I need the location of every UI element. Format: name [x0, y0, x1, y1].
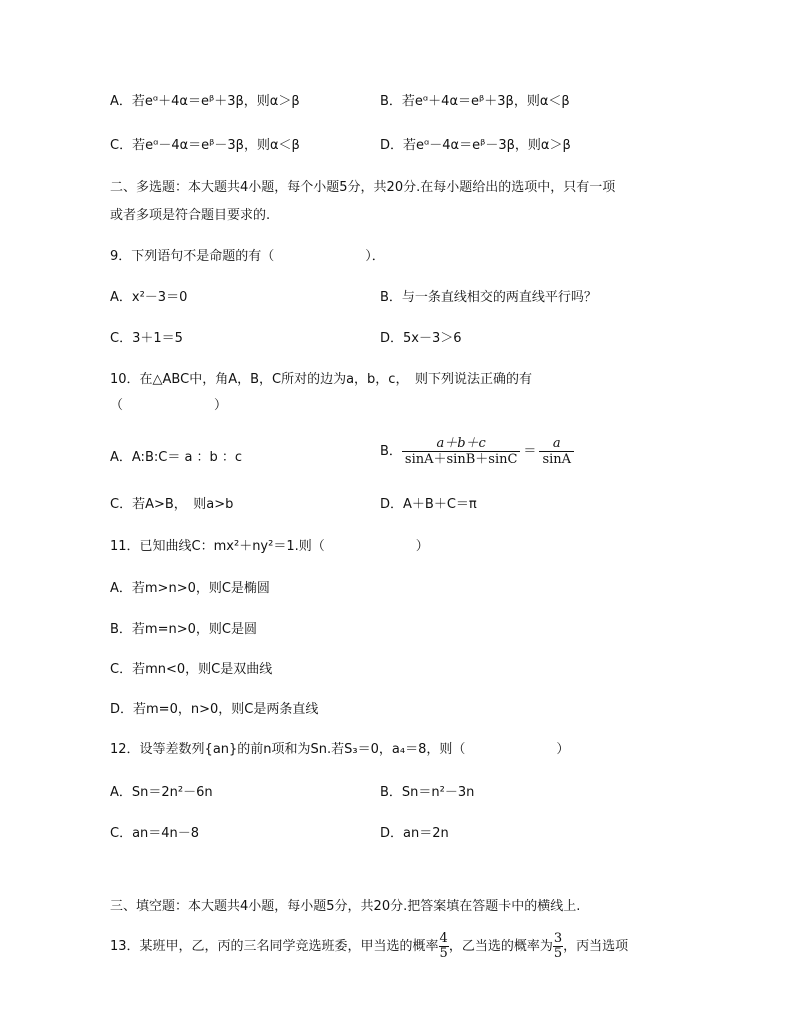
q11-stem: 11．已知曲线C：mx²＋ny²＝1.则（ ） [110, 539, 429, 554]
q10-option-a: A．A:B:C＝ a ：b ：c [110, 450, 243, 465]
q9-option-b: B．与一条直线相交的两直线平行吗？ [380, 290, 597, 305]
q13-text-part1: 13．某班甲，乙，丙的三名同学竞选班委，甲当选的概率 [110, 938, 439, 954]
section2-heading-line1: 二、多选题：本大题共4小题，每个小题5分，共20分.在每小题给出的选项中，只有一项 [110, 180, 616, 195]
q13-fraction-jia [439, 932, 449, 961]
q9-option-a: A．x²－3＝0 [110, 290, 188, 305]
q12-stem: 12．设等差数列{an}的前n项和为Sn.若S₃＝0，a₄＝8，则（ ） [110, 742, 570, 757]
q12-option-d: D．an＝2n [380, 826, 449, 841]
q13-fraction-yi-denominator: 5 [553, 946, 563, 961]
q9-stem: 9．下列语句不是命题的有（ ）． [110, 249, 385, 264]
q10-option-b-denominator-right: sinA [539, 451, 574, 467]
q12-option-a: A．Sn＝2n²－6n [110, 785, 213, 800]
q10-option-b-denominator-left: sinA＋sinB＋sinC [402, 451, 521, 467]
q13-fraction-yi-numerator: 3 [553, 931, 563, 946]
q10-option-b [380, 436, 574, 467]
q8-option-a: A．若eᵅ＋4α＝eᵝ＋3β，则α＞β [110, 94, 300, 109]
q9-option-d: D．5x－3＞6 [380, 331, 462, 346]
q8-option-c: C．若eᵅ－4α＝eᵝ－3β，则α＜β [110, 138, 300, 153]
q10-option-b-fraction-right [539, 436, 574, 467]
q13-fraction-jia-denominator: 5 [439, 946, 448, 961]
q13-fraction-yi [553, 932, 563, 961]
q8-option-d: D．若eᵅ－4α＝eᵝ－3β，则α＞β [380, 138, 571, 153]
q11-option-c: C．若mn<0，则C是双曲线 [110, 662, 273, 677]
q11-option-b: B．若m=n>0，则C是圆 [110, 622, 257, 637]
q8-option-b: B．若eᵅ＋4α＝eᵝ＋3β，则α＜β [380, 94, 570, 109]
q10-option-b-numerator-left: a＋b＋c [436, 436, 486, 451]
q12-option-b: B．Sn＝n²－3n [380, 785, 475, 800]
section2-heading-line2: 或者多项是符合题目要求的. [110, 208, 271, 223]
q13-text-part2: ，乙当选的概率为 [448, 938, 553, 954]
q10-paren: （ ） [110, 398, 228, 413]
q13-text-part3: ，丙当选项 [563, 938, 629, 954]
q11-option-d: D．若m=0，n>0，则C是两条直线 [110, 702, 319, 717]
q10-option-b-label: B． [380, 443, 402, 459]
q10-stem: 10．在△ABC中，角A，B，C所对的边为a，b，c， 则下列说法正确的有 [110, 372, 532, 387]
q11-option-a: A．若m>n>0，则C是椭圆 [110, 581, 270, 596]
q9-option-c: C．3＋1＝5 [110, 331, 183, 346]
q10-option-b-equals: ＝ [523, 443, 537, 459]
q12-option-c: C．an＝4n－8 [110, 826, 200, 841]
q10-option-b-numerator-right: a [552, 436, 561, 451]
q10-option-c: C．若A>B， 则a>b [110, 497, 234, 512]
q13-stem [110, 932, 628, 961]
q10-option-d: D．A＋B＋C＝π [380, 497, 477, 512]
q10-option-b-fraction-left [402, 436, 521, 467]
q13-fraction-jia-numerator: 4 [439, 931, 448, 946]
section3-heading: 三、填空题：本大题共4小题，每小题5分，共20分.把答案填在答题卡中的横线上. [110, 899, 581, 914]
